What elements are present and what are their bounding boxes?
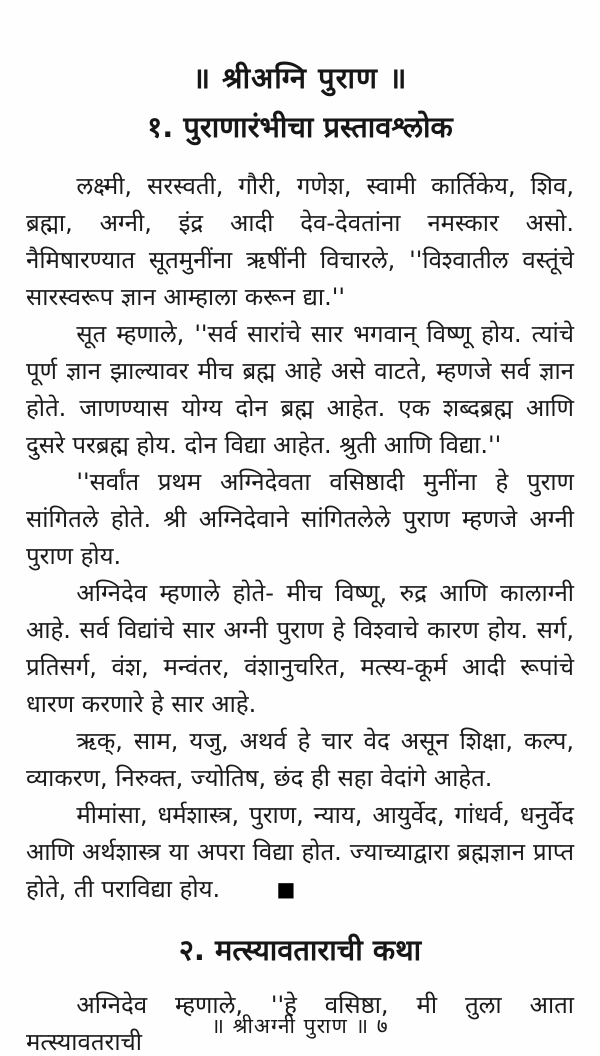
- page-footer: ॥ श्रीअग्नी पुराण ॥ ७: [211, 1014, 389, 1038]
- paragraph-text: मीमांसा, धर्मशास्त्र, पुराण, न्याय, आयुर्वेद, गांधर्व, धनुर्वेद आणि अर्थशास्त्र या अपरा विद्या होत. ज्याच्याद्वारा ब्रह्मज्ञान प्राप्त होते, ती पराविद्या होय.: [26, 801, 574, 903]
- paragraph-salutation: लक्ष्मी, सरस्वती, गौरी, गणेश, स्वामी कार्तिकेय, शिव, ब्रह्मा, अग्नी, इंद्र आदी देव-देवतांना नमस्कार असो. नैमिषारण्यात सूतमुनींना ऋषींनी विचारले, ''विश्वातील वस्तूंचे सारस्वरूप ज्ञान आम्हाला करून द्या.'': [26, 172, 574, 311]
- section-1-body: [26, 168, 574, 908]
- paragraph-agni-purana-origin: ''सर्वांत प्रथम अग्निदेवता वसिष्ठादी मुनींना हे पुराण सांगितले होते. श्री अग्निदेवाने सांगितलेले पुराण म्हणजे अग्नी पुराण होय.: [26, 468, 574, 570]
- paragraph-vedas-vedangas: ऋक्, साम, यजु, अथर्व हे चार वेद असून शिक्षा, कल्प, व्याकरण, निरुक्त, ज्योतिष, छंद ही सहा वेदांगे आहेत.: [26, 727, 574, 792]
- paragraph-apara-para-vidya: [26, 797, 574, 908]
- section-2-heading: २. मत्स्यावताराची कथा: [178, 933, 422, 967]
- book-title: ॥ श्रीअग्नि पुराण ॥: [192, 61, 408, 95]
- paragraph-matsya-intro: अग्निदेव म्हणाले, ''हे वसिष्ठा, मी तुला आता मत्स्यावतराची: [26, 991, 574, 1056]
- section-1-heading: १. पुराणारंभीचा प्रस्तावश्लोक: [147, 110, 453, 144]
- paragraph-suta-speech: सूत म्हणाले, ''सर्व सारांचे सार भगवान् विष्णू होय. त्यांचे पूर्ण ज्ञान झाल्यावर मीच ब्रह्म आहे असे वाटते, म्हणजे सर्व ज्ञान होते. जाणण्यास योग्य दोन ब्रह्म आहेत. एक शब्दब्रह्म आणि दुसरे परब्रह्म होय. दोन विद्या आहेत. श्रुती आणि विद्या.'': [26, 320, 574, 459]
- paragraph-agnidev-speech: अग्निदेव म्हणाले होते- मीच विष्णू, रुद्र आणि कालाग्नी आहे. सर्व विद्यांचे सार अग्नी पुराण हे विश्वाचे कारण होय. सर्ग, प्रतिसर्ग, वंश, मन्वंतर, वंशानुचरित, मत्स्य-कूर्म आदी रूपांचे धारण करणारे हे सार आहे.: [26, 579, 574, 718]
- end-of-section-mark: ■: [276, 877, 296, 901]
